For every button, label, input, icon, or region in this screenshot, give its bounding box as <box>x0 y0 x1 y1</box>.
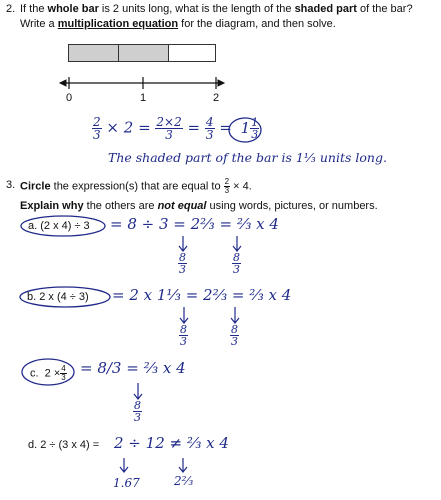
q3-number: 3. <box>6 179 16 191</box>
q3-item-b-under-1: $\frac{8}{3}$ <box>180 323 187 348</box>
q3-item-b-work: = 2 x 1⅓ = 2⅔ = ⅔ x 4 <box>112 286 292 304</box>
q3-text: × 4. <box>230 180 252 193</box>
q3-prompt-line2 <box>20 199 438 213</box>
number-line-label-0: 0 <box>66 92 73 104</box>
q2-text: of the bar? <box>356 3 413 15</box>
frac-den: 3 <box>224 186 230 195</box>
q3-item-d-below-right: 2⅔ <box>174 474 194 488</box>
frac-4-3: $\frac{4}{3}$ <box>205 115 214 142</box>
q3-item-a-label: a. (2 x 4) ÷ 3 <box>28 220 90 232</box>
number-line <box>60 77 224 89</box>
q3-bold-circle: Circle <box>20 180 51 193</box>
q3-item-b-label: b. 2 x (4 ÷ 3) <box>27 291 89 303</box>
q3-prompt-line1 <box>20 178 438 195</box>
number-line-label-2: 2 <box>213 92 220 104</box>
q3-text: the expression(s) that are equal to <box>50 180 224 193</box>
q2-multiplication-equation: multiplication equation <box>57 18 179 30</box>
q3-item-c-label: c. 2 × $\frac{4}{3}$ <box>30 364 66 382</box>
q2-text: is 2 units long, what is the length of the <box>98 3 295 15</box>
frac-2x2-3: $\frac{2\times 2}{3}$ <box>156 115 182 142</box>
frac-num: 2 <box>224 177 230 186</box>
q2-text: If the <box>20 3 48 15</box>
q3-item-d-work: 2 ÷ 12 ≠ ⅔ x 4 <box>114 434 229 452</box>
q3-bold-explain: Explain why <box>20 200 84 212</box>
q3-text: the others are <box>83 200 158 212</box>
q3-item-a-under-1: $\frac{8}{3}$ <box>179 251 186 276</box>
q3-item-d-below-left: 1.67 <box>113 476 140 490</box>
q2-text: for the diagram, and then solve. <box>178 18 336 30</box>
q2-bold-whole-bar: whole bar <box>47 3 99 15</box>
q2-number: 2. <box>6 3 16 15</box>
frac-1-3: $\frac{1}{3}$ <box>251 116 259 141</box>
q3-item-b-under-2: $\frac{8}{3}$ <box>231 323 238 348</box>
q2-answer-sentence: The shaded part of the bar is 1⅓ units long. <box>108 150 387 165</box>
q2-text: Write a <box>20 18 58 30</box>
q3-item-a-work: = 8 ÷ 3 = 2⅔ = ⅔ x 4 <box>110 215 279 233</box>
q3-item-d-label: d. 2 ÷ (3 x 4) = <box>28 439 100 451</box>
number-line-label-1: 1 <box>140 92 147 104</box>
q3-not-equal: not equal <box>157 200 207 212</box>
frac-2-3: $\frac{2}{3}$ <box>93 115 101 142</box>
q3-text: using words, pictures, or numbers. <box>206 200 378 212</box>
q3-item-c-under: $\frac{8}{3}$ <box>134 399 141 424</box>
q2-bold-shaded-part: shaded part <box>294 3 357 15</box>
q2-handwritten-equation: $\frac{2}{3}$ × 2 = $\frac{2\times 2}{3}$ = $\frac{4}{3}$ = 1 $\frac{1}{3}$ <box>93 115 259 142</box>
q3-item-c-work: = 8/3 = ⅔ x 4 <box>80 359 186 377</box>
q3-item-a-under-2: $\frac{8}{3}$ <box>233 251 240 276</box>
